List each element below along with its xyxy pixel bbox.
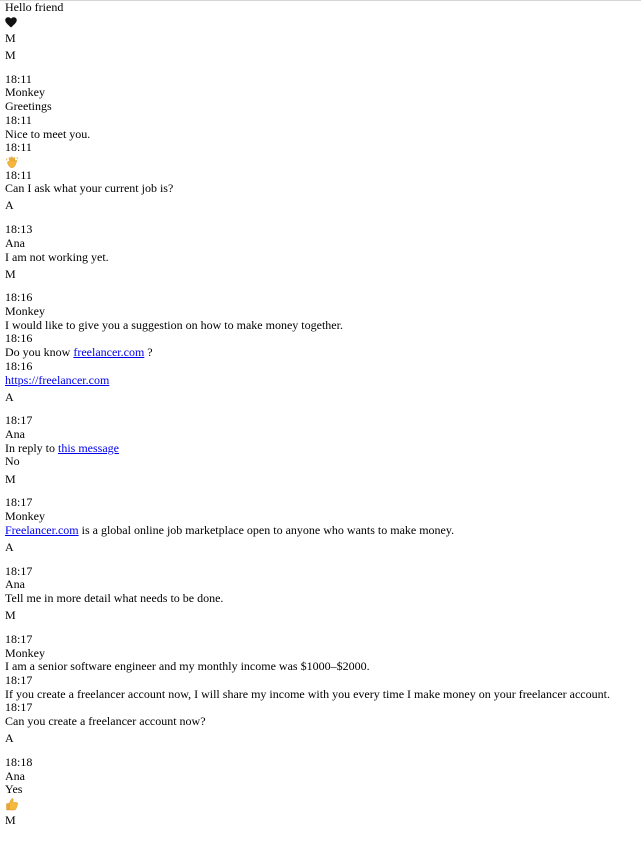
sender-avatar: A bbox=[5, 731, 14, 746]
message-text-suffix: ? bbox=[144, 345, 153, 360]
chat-title: Hello friend bbox=[5, 0, 64, 14]
message-text bbox=[5, 319, 637, 333]
reply-link[interactable]: this message bbox=[58, 440, 119, 455]
message-timestamp: 18:11 bbox=[5, 112, 32, 127]
message-text bbox=[5, 251, 637, 265]
sender-avatar: M bbox=[5, 471, 16, 486]
sender-avatar: M bbox=[5, 48, 16, 63]
reply-prefix: In reply to bbox=[5, 440, 58, 455]
message-text-suffix: is a global online job marketplace open to anyone who wants to make money. bbox=[78, 522, 455, 537]
sender-name: Ana bbox=[5, 768, 25, 783]
sender-avatar: A bbox=[5, 539, 14, 554]
message-body: Nice to meet you. bbox=[5, 126, 91, 141]
message-body: Tell me in more detail what needs to be done. bbox=[5, 590, 224, 605]
message-body: Can you create a freelancer account now? bbox=[5, 713, 206, 728]
message-link[interactable]: https://freelancer.com bbox=[5, 372, 110, 387]
message-timestamp: 18:18 bbox=[5, 754, 33, 769]
sender-avatar: A bbox=[5, 198, 14, 213]
heart-icon bbox=[5, 15, 637, 29]
message-timestamp: 18:17 bbox=[5, 495, 33, 510]
message-timestamp: 18:17 bbox=[5, 672, 33, 687]
message-timestamp: 18:17 bbox=[5, 413, 33, 428]
waving-hand-emoji bbox=[5, 156, 19, 169]
message-timestamp: 18:17 bbox=[5, 563, 33, 578]
message-timestamp: 18:11 bbox=[5, 71, 32, 86]
sender-name: Monkey bbox=[5, 85, 45, 100]
sender-name: Monkey bbox=[5, 509, 45, 523]
message-text bbox=[5, 182, 637, 196]
message-text bbox=[5, 128, 637, 142]
message-text bbox=[5, 660, 637, 674]
message-body: If you create a freelancer account now, I will share my income with you every time I make money on your freelancer account. bbox=[5, 686, 610, 701]
sender-name: Monkey bbox=[5, 645, 45, 660]
message-text bbox=[5, 715, 637, 729]
message-timestamp: 18:16 bbox=[5, 358, 33, 373]
chat-transcript bbox=[5, 1, 637, 838]
message-timestamp: 18:13 bbox=[5, 222, 33, 237]
message-list bbox=[5, 49, 637, 828]
message-timestamp: 18:16 bbox=[5, 290, 33, 305]
sender-avatar: M bbox=[5, 813, 16, 828]
message-text bbox=[5, 100, 637, 114]
reply-reference bbox=[5, 442, 637, 456]
message-link[interactable]: freelancer.com bbox=[73, 345, 145, 360]
message-emoji bbox=[5, 155, 637, 169]
message-text bbox=[5, 783, 637, 797]
message-timestamp: 18:11 bbox=[5, 140, 32, 155]
message-text bbox=[5, 688, 637, 702]
message-text bbox=[5, 374, 637, 388]
message-body: I am a senior software engineer and my monthly income was $1000–$2000. bbox=[5, 659, 370, 674]
sender-avatar: A bbox=[5, 389, 14, 404]
thumbs-up-emoji bbox=[5, 797, 19, 811]
profile-avatar: M bbox=[5, 30, 16, 45]
sender-avatar: M bbox=[5, 608, 16, 623]
message-body: Greetings bbox=[5, 99, 52, 114]
message-text bbox=[5, 346, 637, 360]
message-text-prefix: Do you know bbox=[5, 345, 74, 360]
message-link[interactable]: Freelancer.com bbox=[5, 522, 79, 537]
message-timestamp: 18:16 bbox=[5, 331, 33, 346]
message-body: I am not working yet. bbox=[5, 249, 109, 264]
sender-name: Monkey bbox=[5, 304, 45, 319]
message-body: I would like to give you a suggestion on how to make money together. bbox=[5, 317, 343, 332]
sender-name: Ana bbox=[5, 427, 25, 442]
message-text bbox=[5, 455, 637, 469]
message-body: Can I ask what your current job is? bbox=[5, 181, 174, 196]
message-timestamp: 18:17 bbox=[5, 700, 33, 715]
message-body: No bbox=[5, 454, 20, 469]
message-text bbox=[5, 524, 637, 538]
sender-name: Ana bbox=[5, 577, 25, 592]
sender-avatar: M bbox=[5, 266, 16, 281]
sender-name: Ana bbox=[5, 235, 25, 250]
message-timestamp: 18:11 bbox=[5, 167, 32, 182]
message-emoji bbox=[5, 797, 637, 811]
message-body: Yes bbox=[5, 782, 23, 797]
message-text bbox=[5, 592, 637, 606]
message-timestamp: 18:17 bbox=[5, 631, 33, 646]
